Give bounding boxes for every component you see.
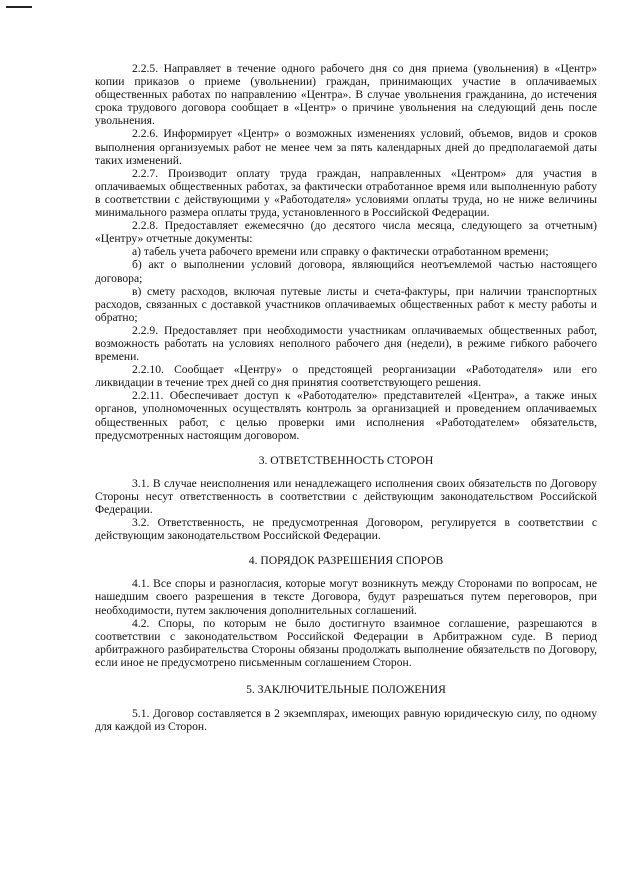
corner-mark — [6, 6, 32, 8]
clause-2-2-11: 2.2.11. Обеспечивает доступ к «Работодателю» представителей «Центра», а также иных органов, уполномоченных осуществлять контроль за организацией и проведением оплачиваемых общественных работ, с целью проверки ими исполнения «Работодателем» обязательств, предусмотренных настоящим договором. — [95, 389, 597, 442]
section-3-body — [95, 477, 597, 542]
clause-2-2-8-a: а) табель учета рабочего времени или справку о фактически отработанном времени; — [132, 245, 549, 259]
clause-2-2-10: 2.2.10. Сообщает «Центру» о предстоящей реорганизации «Работодателя» или его ликвидации в течение трех дней со дня принятия соответствующего решения. — [95, 363, 597, 390]
section-4-heading: 4. ПОРЯДОК РАЗРЕШЕНИЯ СПОРОВ — [248, 554, 444, 568]
clause-2-2-8-b: б) акт о выполнении условий договора, являющийся неотъемлемой частью настоящего договора; — [95, 258, 597, 285]
clause-2-2-5: 2.2.5. Направляет в течение одного рабочего дня со дня приема (увольнения) в «Центр» копии приказов о приеме (увольнении) граждан, принимающих участие в оплачиваемых общественных работах по направлению «Центра». В случае увольнения гражданина, до истечения срока трудового договора сообщает в «Центр» о причине увольнения на следующий день после увольнения. — [95, 62, 597, 128]
section-3-heading: 3. ОТВЕТСТВЕННОСТЬ СТОРОН — [258, 453, 434, 467]
clause-2-2-6: 2.2.6. Информирует «Центр» о возможных изменениях условий, объемов, видов и сроков выполнения организуемых работ не менее чем за пять календарных дней до предполагаемой даты таких изменений. — [95, 127, 597, 167]
clause-2-2-7: 2.2.7. Производит оплату труда граждан, направленных «Центром» для участия в оплачиваемых общественных работах, за фактически отработанное время или выполненную работу в соответствии с действующими у «Работодателя» условиями оплаты труда, но не ниже величины минимального размера оплаты труда, установленного в Российской Федерации. — [95, 166, 597, 220]
clause-5-1: 5.1. Договор составляется в 2 экземплярах, имеющих равную юридическую силу, по одному для каждой из Сторон. — [95, 707, 597, 734]
clause-4-1: 4.1. Все споры и разногласия, которые могут возникнуть между Сторонами по вопросам, не нашедшим своего разрешения в тексте Договора, будут разрешаться путем переговоров, при необходимости, путем заключения дополнительных соглашений. — [95, 577, 597, 617]
clause-4-2: 4.2. Споры, по которым не было достигнуто взаимное соглашение, разрешаются в соответствии с законодательством Российской Федерации в Арбитражном суде. В период арбитражного разбирательства Стороны обязаны продолжать выполнение обязательств по Договору, если иное не предусмотрено письменным соглашением Сторон. — [95, 616, 597, 669]
clause-3-1: 3.1. В случае неисполнения или ненадлежащего исполнения своих обязательств по Договору Стороны несут ответственность в соответствии с действующим законодательством Российской Федерации. — [95, 476, 597, 516]
clause-2-2-8: 2.2.8. Предоставляет ежемесячно (до десятого числа месяца, следующего за отчетным) «Центру» отчетные документы: — [95, 219, 597, 246]
clause-2-2-9: 2.2.9. Предоставляет при необходимости участникам оплачиваемых общественных работ, возможность работать на условиях неполного рабочего дня (недели), в режиме гибкого рабочего времени. — [95, 323, 597, 364]
clause-2-2-8-c: в) смету расходов, включая путевые листы и счета-фактуры, при наличии транспортных расходов, связанных с доставкой участников оплачиваемых общественных работ к месту работы и обратно; — [95, 284, 597, 324]
section-2-clauses — [95, 62, 597, 442]
section-5-body — [95, 707, 597, 733]
section-4-body — [95, 577, 597, 669]
clause-3-2: 3.2. Ответственность, не предусмотренная Договором, регулируется в соответствии с действующим законодательством Российской Федерации. — [95, 516, 597, 543]
document-page — [95, 62, 597, 733]
section-5-heading: 5. ЗАКЛЮЧИТЕЛЬНЫЕ ПОЛОЖЕНИЯ — [246, 683, 446, 697]
